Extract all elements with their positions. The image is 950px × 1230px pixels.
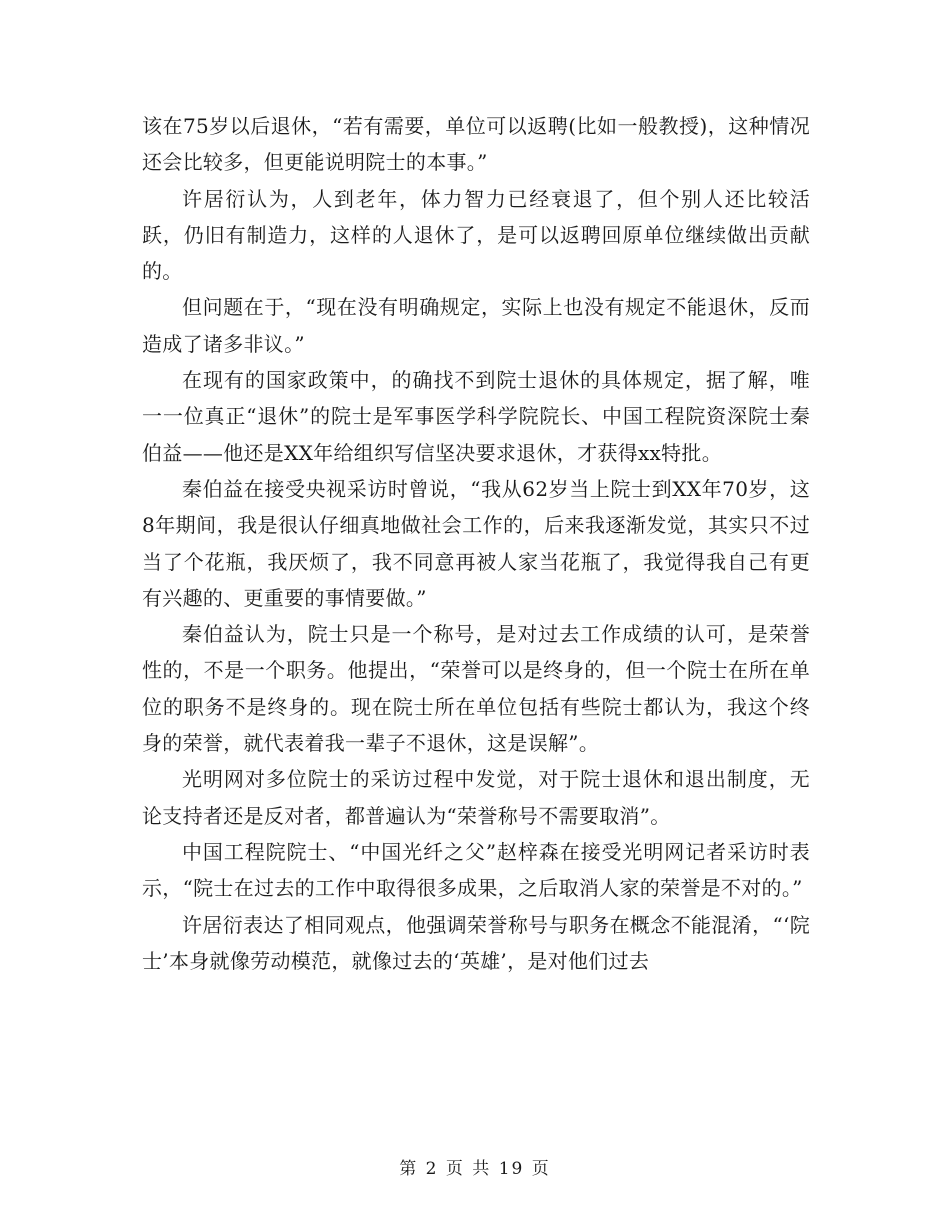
paragraph: 在现有的国家政策中，的确找不到院士退休的具体规定，据了解，唯一一位真正“退休”的院士是军事医学科学院院长、中国工程院资深院士秦伯益——他还是XX年给组织写信坚决要求退休，才获得xx特批。 <box>142 368 810 465</box>
paragraph: 秦伯益在接受央视采访时曾说，“我从62岁当上院士到XX年70岁，这8年期间，我是很认仔细真地做社会工作的，后来我逐渐发觉，其实只不过当了个花瓶，我厌烦了，我不同意再被人家当花瓶了，我觉得我自己有更有兴趣的、更重要的事情要做。” <box>142 476 810 610</box>
paragraph: 许居衍认为，人到老年，体力智力已经衰退了，但个别人还比较活跃，仍旧有制造力，这样的人退休了，是可以返聘回原单位继续做出贡献的。 <box>142 186 810 284</box>
paragraph: 中国工程院院士、“中国光纤之父”赵梓森在接受光明网记者采访时表示，“院士在过去的工作中取得很多成果，之后取消人家的荣誉是不对的。” <box>142 839 810 901</box>
body-text <box>142 108 810 979</box>
paragraph: 许居衍表达了相同观点，他强调荣誉称号与职务在概念不能混淆，“‘院士’本身就像劳动模范，就像过去的‘英雄’，是对他们过去 <box>142 912 810 973</box>
paragraph: 光明网对多位院士的采访过程中发觉，对于院士退休和退出制度，无论支持者还是反对者，都普遍认为“荣誉称号不需要取消”。 <box>142 767 810 828</box>
page-number-footer: 第 2 页 共 19 页 <box>399 1159 551 1179</box>
paragraph: 秦伯益认为，院士只是一个称号，是对过去工作成绩的认可，是荣誉性的，不是一个职务。他提出，“荣誉可以是终身的，但一个院士在所在单位的职务不是终身的。现在院士所在单位包括有些院士都认为，我这个终身的荣誉，就代表着我一辈子不退休，这是误解”。 <box>142 622 810 756</box>
paragraph: 但问题在于，“现在没有明确规定，实际上也没有规定不能退休，反而造成了诸多非议。” <box>142 295 810 356</box>
paragraph-continued: 该在75岁以后退休，“若有需要，单位可以返聘(比如一般教授)，这种情况还会比较多，但更能说明院士的本事。” <box>142 114 810 175</box>
